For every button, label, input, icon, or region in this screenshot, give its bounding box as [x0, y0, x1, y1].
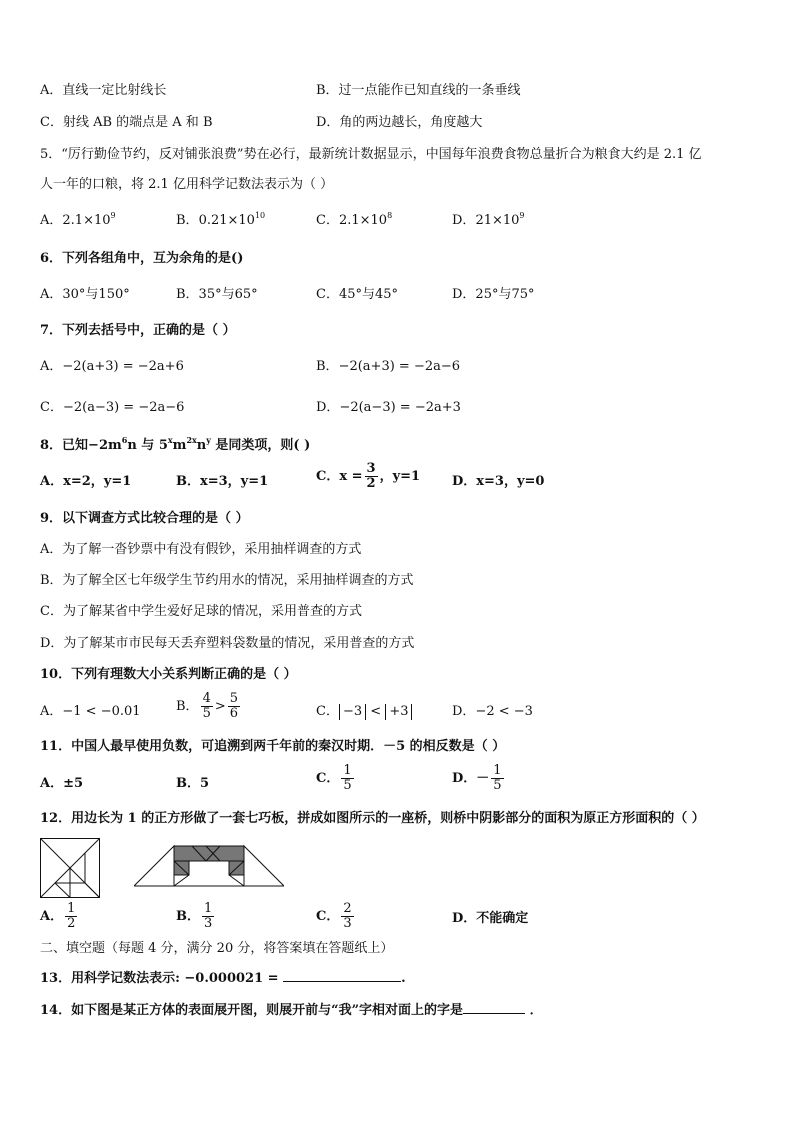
q6-stem: 6．下列各组角中，互为余角的是() [40, 251, 244, 266]
fraction [341, 902, 353, 931]
fraction [202, 902, 214, 931]
q4-option-c: C．射线 AB 的端点是 A 和 B [40, 115, 213, 130]
section-heading: 二、填空题（每题 4 分，满分 20 分，将答案填在答题纸上） [40, 941, 394, 956]
option-label: C． [40, 400, 63, 415]
q12-stem: 12．用边长为 1 的正方形做了一套七巧板，拼成如图所示的一座桥，则桥中阴影部分的面积为原正方形面积的（ ） [40, 811, 705, 826]
math-exponent: 9 [110, 211, 116, 220]
option-label: D． [452, 704, 476, 719]
numerator: 1 [67, 901, 76, 916]
answer-blank[interactable] [283, 969, 401, 982]
math-expression: −2(a+3) = −2a−6 [338, 359, 461, 374]
q7-stem: 7．下列去括号中，正确的是（ ） [40, 323, 236, 338]
math-expression: −2(a−3) = −2a−6 [62, 400, 185, 415]
option-label: B． [176, 909, 200, 924]
math-expression: −1 < −0.01 [62, 704, 141, 719]
q9-option-b: B．为了解全区七年级学生节约用水的情况，采用抽样调查的方式 [40, 573, 414, 588]
q7-option-b [316, 358, 460, 376]
q9-option-a: A．为了解一沓钞票中有没有假钞，采用抽样调查的方式 [40, 542, 362, 557]
q9-option-d: D．为了解某市市民每天丢弃塑料袋数量的情况，采用普查的方式 [40, 636, 415, 651]
q9-stem: 9．以下调查方式比较合理的是（ ） [40, 511, 249, 526]
math-exponent: 8 [387, 211, 393, 220]
q5-stem-line1: 5．“厉行勤俭节约，反对铺张浪费”势在必行，最新统计数据显示，中国每年浪费食物总量折合为粮食大约是 2.1 亿 [40, 147, 702, 162]
math-base: 21×10 [475, 213, 520, 228]
math-base: 2.1×10 [62, 213, 111, 228]
stem-end: . [401, 971, 406, 986]
q5-option-d [452, 212, 525, 230]
comparison-operator: > [214, 699, 226, 714]
q8-option-b: B．x=3，y=1 [176, 474, 269, 489]
q8-option-d: D．x=3，y=0 [452, 474, 545, 489]
comparison-operator: < [370, 704, 382, 719]
numerator: 5 [229, 691, 239, 706]
denominator: 5 [493, 778, 502, 793]
q12-option-d: D．不能确定 [452, 911, 529, 926]
math-exponent: 9 [519, 211, 525, 220]
q7-option-d [316, 399, 461, 417]
stem-text: m [172, 438, 187, 453]
fraction [65, 902, 77, 931]
math-base: 2.1×10 [338, 213, 388, 228]
denominator: 3 [204, 916, 213, 931]
exponent: x [167, 435, 173, 445]
q8-stem [40, 437, 310, 455]
q9-option-c: C．为了解某省中学生爱好足球的情况，采用普查的方式 [40, 604, 362, 619]
q4-option-b: B．过一点能作已知直线的一条垂线 [316, 83, 521, 98]
denominator: 2 [67, 916, 76, 931]
tangram-square-figure [40, 838, 100, 898]
option-text: ，y=1 [379, 469, 421, 484]
answer-blank[interactable] [463, 1001, 525, 1014]
math-base: 0.21×10 [198, 213, 255, 228]
q12-option-c [316, 902, 356, 931]
q7-option-a [40, 358, 184, 376]
stem-text: 是同类项，则( ) [210, 438, 311, 453]
q12-option-b [176, 902, 216, 931]
absolute-value: +3 [385, 704, 412, 720]
q13-stem [40, 969, 406, 988]
absolute-value: −3 [339, 704, 366, 720]
stem-text: 13．用科学记数法表示: −0.000021 = [40, 971, 279, 986]
denominator: 6 [229, 706, 239, 721]
stem-text: 8．已知−2m [40, 438, 122, 453]
math-expression: −2(a+3) = −2a+6 [62, 359, 184, 374]
q6-option-a: A．30°与150° [40, 287, 130, 302]
stem-end: ． [529, 1003, 543, 1018]
math-exponent: 10 [254, 211, 266, 220]
exponent: 6 [121, 435, 128, 445]
stem-text: n [196, 438, 207, 453]
numerator: 2 [343, 901, 352, 916]
q5-stem-line2: 人一年的口粮，将 2.1 亿用科学记数法表示为（ ） [40, 177, 334, 192]
option-label: C． [316, 771, 340, 786]
option-label: A． [40, 359, 63, 374]
denominator: 5 [343, 778, 352, 793]
q11-option-c [316, 764, 356, 793]
q5-option-b [176, 212, 265, 230]
option-label: B． [316, 359, 339, 374]
q14-stem [40, 1001, 543, 1020]
tangram-bridge-figure [134, 843, 284, 887]
exponent: 2x [186, 435, 197, 445]
option-label: D．－ [452, 771, 490, 786]
fraction [365, 462, 378, 491]
q11-stem: 11．中国人最早使用负数，可追溯到两千年前的秦汉时期．－5 的相反数是（ ） [40, 739, 506, 754]
denominator: 3 [343, 916, 352, 931]
fraction [491, 764, 503, 793]
option-label: D． [316, 400, 340, 415]
math-expression: −2 < −3 [475, 704, 533, 719]
numerator: 3 [366, 461, 376, 476]
q10-option-d [452, 703, 533, 721]
q11-option-a: A．±5 [40, 776, 84, 791]
q6-option-c: C．45°与45° [316, 287, 399, 302]
q10-option-a [40, 703, 141, 721]
fraction [201, 692, 213, 721]
option-label: D． [452, 213, 476, 228]
stem-text: n 与 5 [127, 438, 168, 453]
q8-option-c [316, 462, 420, 491]
fraction [341, 764, 353, 793]
q11-option-d [452, 764, 506, 793]
option-label: C． [316, 909, 340, 924]
stem-text: 14．如下图是某正方体的表面展开图，则展开前与“我”字相对面上的字是 [40, 1003, 464, 1018]
q10-option-c [316, 703, 412, 721]
option-label: C． [316, 213, 339, 228]
numerator: 1 [204, 901, 213, 916]
option-label: B． [176, 213, 199, 228]
q4-option-d: D．角的两边越长，角度越大 [316, 115, 483, 130]
exponent: y [206, 435, 211, 445]
q8-option-a: A．x=2，y=1 [40, 474, 132, 489]
q6-option-b: B．35°与65° [176, 287, 258, 302]
denominator: 2 [366, 476, 376, 491]
option-label: A． [40, 909, 64, 924]
denominator: 5 [202, 706, 211, 721]
option-label: A． [40, 213, 63, 228]
q10-stem: 10．下列有理数大小关系判断正确的是（ ） [40, 667, 297, 682]
q5-option-a [40, 212, 116, 230]
option-label: B． [176, 699, 199, 714]
q7-option-c [40, 399, 184, 417]
numerator: 1 [493, 763, 502, 778]
numerator: 1 [343, 763, 352, 778]
math-expression: −2(a−3) = −2a+3 [339, 400, 461, 415]
q6-option-d: D．25°与75° [452, 287, 535, 302]
option-label: C． [316, 704, 339, 719]
q10-option-b [176, 692, 242, 721]
q5-option-c [316, 212, 392, 230]
option-label: C．x = [316, 469, 363, 484]
q11-option-b: B．5 [176, 776, 210, 791]
numerator: 4 [202, 691, 211, 706]
q12-option-a [40, 902, 79, 931]
fraction [228, 692, 240, 721]
q4-option-a: A．直线一定比射线长 [40, 83, 167, 98]
option-label: A． [40, 704, 63, 719]
